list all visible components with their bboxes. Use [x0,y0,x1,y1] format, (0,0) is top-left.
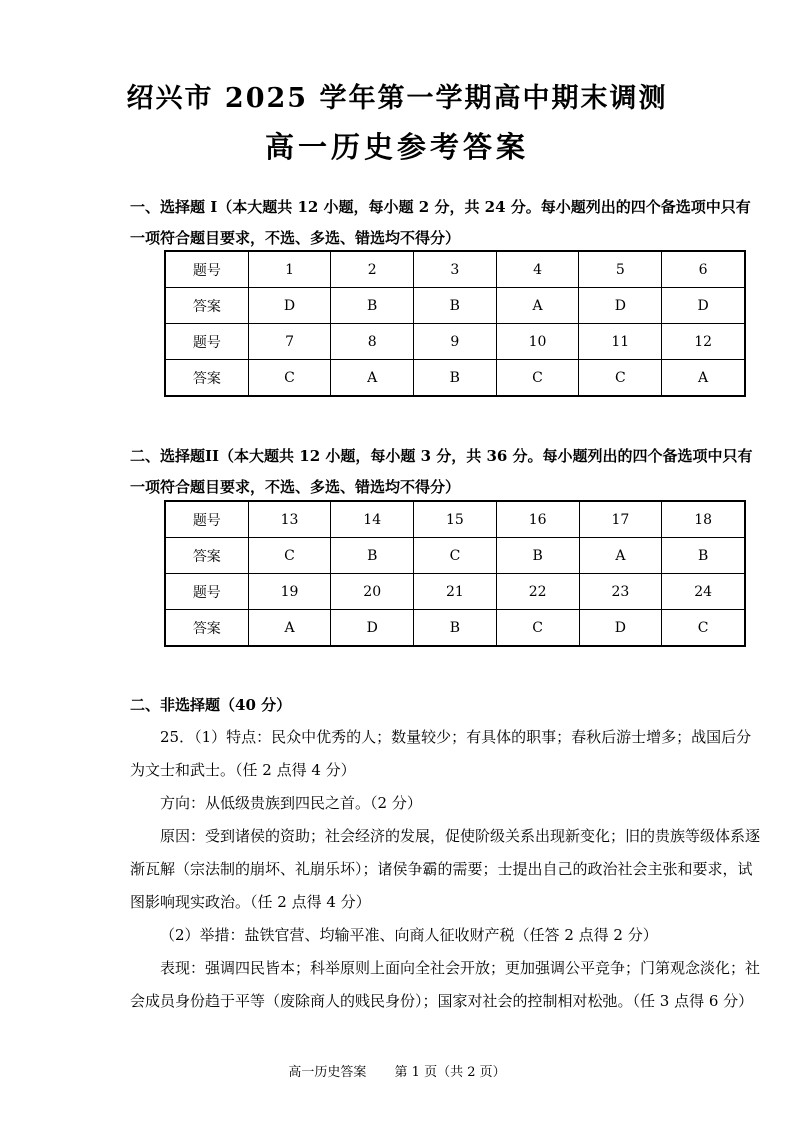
table-cell: 5 [579,251,662,288]
table-cell: D [662,288,745,324]
section1-answer-table [164,250,746,397]
table-cell: 2 [331,251,414,288]
table-row [165,251,745,288]
row-header-cell: 题号 [165,251,248,288]
table-cell: 21 [414,574,497,610]
table-cell: B [414,360,497,397]
row-header-cell: 题号 [165,574,248,610]
table-cell: A [496,288,579,324]
section2-heading [130,441,770,503]
table-cell: A [248,610,331,647]
table-cell: 6 [662,251,745,288]
answer-25-1-features: 25．（1）特点：民众中优秀的人；数量较少；有具体的职事；春秋后游士增多；战国后分为文士和武士。（任 2 点得 4 分） [130,728,752,779]
table-cell: C [662,610,745,647]
answer-25-1-direction: 方向：从低级贵族到四民之首。（2 分） [160,794,422,812]
table-cell: C [248,360,331,397]
section1-heading-line1: 一、选择题 I（本大题共 12 小题，每小题 2 分，共 24 分。每小题列出的四个备选项中只有 [130,198,751,216]
table-cell: D [248,288,331,324]
footer-doc-name: 高一历史答案 [288,1065,367,1080]
row-header-cell: 题号 [165,501,248,538]
table-cell: D [579,610,662,647]
table-cell: 8 [331,324,414,360]
table-row [165,360,745,397]
table-cell: A [579,538,662,574]
table-cell: 19 [248,574,331,610]
page-footer [0,1061,794,1080]
section1-heading [130,192,770,254]
row-header-cell: 答案 [165,288,248,324]
table-row [165,324,745,360]
answer-25-1-reasons: 原因：受到诸侯的资助；社会经济的发展，促使阶级关系出现新变化；旧的贵族等级体系逐渐瓦解（宗法制的崩坏、礼崩乐坏）；诸侯争霸的需要；士提出自己的政治社会主张和要求，试图影响现实政治。（任 2 点得 4 分） [130,827,761,911]
table-cell: 11 [579,324,662,360]
table-cell: 4 [496,251,579,288]
table-row [165,538,745,574]
table-cell: 1 [248,251,331,288]
table-cell: 14 [331,501,414,538]
table-cell: B [496,538,579,574]
footer-page-number: 第 1 页（共 2 页） [394,1065,506,1080]
answer-25-2-measures: （2）举措：盐铁官营、均输平准、向商人征收财产税（任答 2 点得 2 分） [160,926,658,944]
table-cell: 17 [579,501,662,538]
table-row [165,610,745,647]
section3-body [130,721,762,1018]
table-cell: A [662,360,745,397]
table-cell: B [414,288,497,324]
section3-heading: 二、非选择题（40 分） [130,696,292,714]
section2-answer-table [164,500,746,647]
table-cell: 16 [496,501,579,538]
table-cell: C [579,360,662,397]
section1-heading-line2: 一项符合题目要求，不选、多选、错选均不得分） [130,229,461,247]
table-row [165,288,745,324]
row-header-cell: 答案 [165,538,248,574]
table-cell: B [331,538,414,574]
table-row [165,574,745,610]
table-cell: B [331,288,414,324]
document-title: 绍兴市 2025 学年第一学期高中期末调测 [126,83,668,114]
answer-25-2-manifestations: 表现：强调四民皆本；科举原则上面向全社会开放；更加强调公平竞争；门第观念淡化；社会成员身份趋于平等（废除商人的贱民身份）；国家对社会的控制相对松弛。（任 3 点得 6 分） [130,959,761,1010]
table-cell: 13 [248,501,331,538]
table-cell: C [496,360,579,397]
row-header-cell: 题号 [165,324,248,360]
table-cell: 22 [496,574,579,610]
table-cell: 15 [414,501,497,538]
table-cell: D [579,288,662,324]
table-cell: A [331,360,414,397]
table-cell: C [496,610,579,647]
table-cell: B [414,610,497,647]
table-cell: 12 [662,324,745,360]
section2-table-body [165,501,745,646]
table-cell: D [331,610,414,647]
table-cell: 10 [496,324,579,360]
table-cell: 23 [579,574,662,610]
section2-heading-line2: 一项符合题目要求，不选、多选、错选均不得分） [130,478,461,496]
section2-heading-line1: 二、选择题II（本大题共 12 小题，每小题 3 分，共 36 分。每小题列出的四个备选项中只有 [130,447,753,465]
table-cell: 24 [662,574,745,610]
table-cell: C [248,538,331,574]
table-cell: 9 [414,324,497,360]
table-cell: 20 [331,574,414,610]
table-cell: 7 [248,324,331,360]
document-subtitle: 高一历史参考答案 [264,130,529,164]
row-header-cell: 答案 [165,610,248,647]
table-cell: B [662,538,745,574]
table-cell: C [414,538,497,574]
table-cell: 3 [414,251,497,288]
table-cell: 18 [662,501,745,538]
row-header-cell: 答案 [165,360,248,397]
table-row [165,501,745,538]
section1-table-body [165,251,745,396]
